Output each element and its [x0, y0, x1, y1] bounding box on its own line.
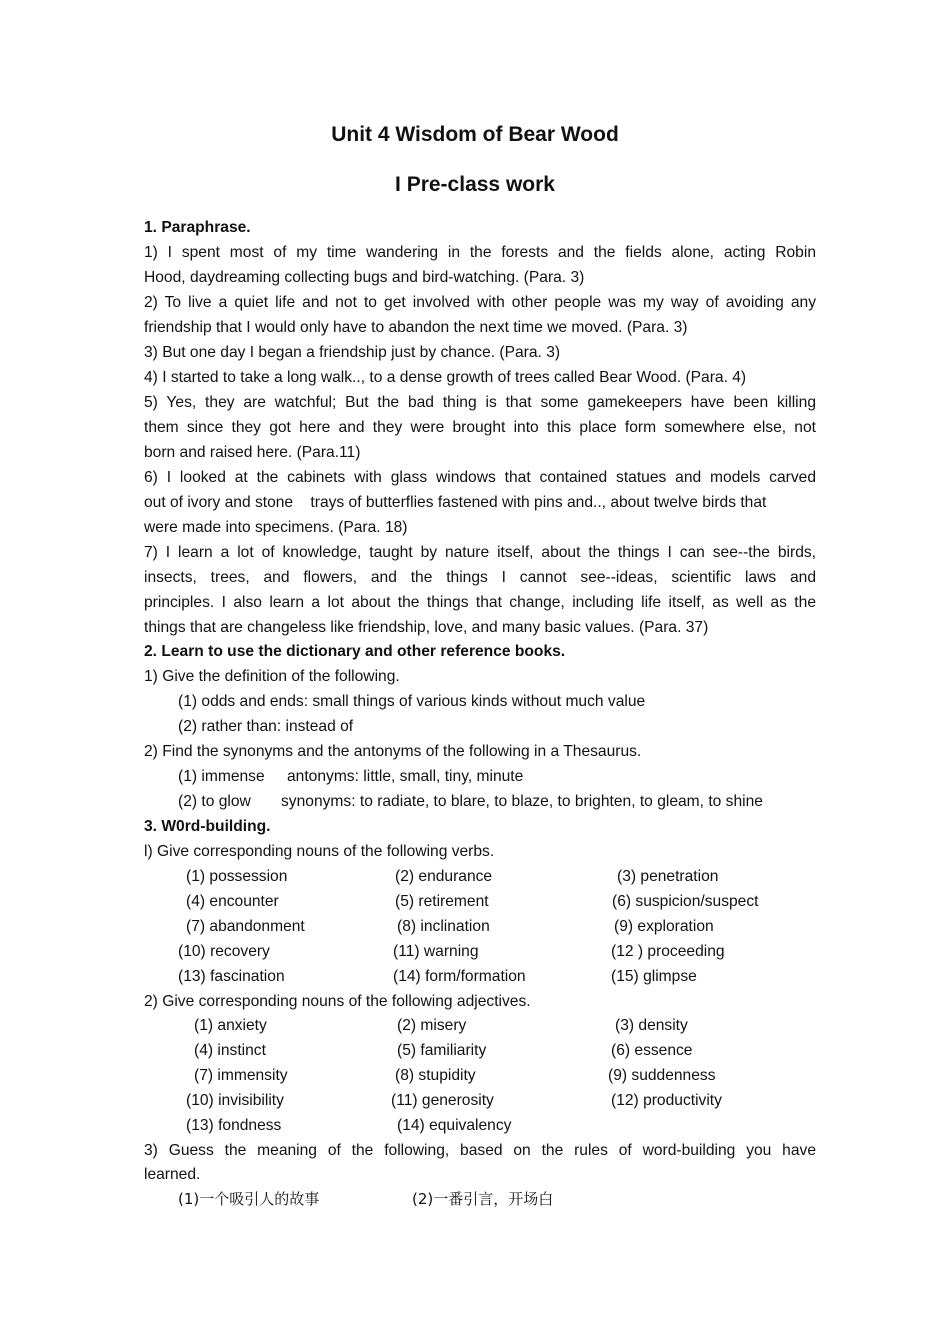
word-item: (2) misery	[397, 1017, 467, 1034]
word-item: (5) familiarity	[397, 1042, 487, 1059]
paraphrase-line: them since they got here and they were brought into this place form somewhere else, not	[144, 419, 816, 436]
word-item: (4) encounter	[186, 893, 279, 910]
paraphrase-line: insects, trees, and flowers, and the things I cannot see--ideas, scientific laws and	[144, 569, 816, 586]
word-item: (7) abandonment	[186, 918, 305, 935]
thesaurus-term: (1) immense	[178, 768, 265, 785]
paraphrase-line: 6) I looked at the cabinets with glass windows that contained statues and models carved	[144, 469, 816, 486]
word-item: (6) essence	[611, 1042, 693, 1059]
word-item: (1) anxiety	[194, 1017, 267, 1034]
paraphrase-line: Hood, daydreaming collecting bugs and bird-watching. (Para. 3)	[144, 269, 585, 286]
word-item: (8) stupidity	[395, 1067, 476, 1084]
paraphrase-line: things that are changeless like friendship, love, and many basic values. (Para. 37)	[144, 619, 709, 636]
question-line: learned.	[144, 1166, 201, 1183]
word-item: (10) recovery	[178, 943, 270, 960]
definition-item: (2) rather than: instead of	[178, 718, 354, 735]
word-item: (6) suspicion/suspect	[612, 893, 759, 910]
thesaurus-answer: synonyms: to radiate, to blare, to blaze, to brighten, to gleam, to shine	[281, 793, 763, 810]
question-line: 2) Give corresponding nouns of the following adjectives.	[144, 993, 531, 1010]
thesaurus-answer: antonyms: little, small, tiny, minute	[287, 768, 524, 785]
word-item: (3) penetration	[617, 868, 719, 885]
word-item: (12) productivity	[611, 1092, 722, 1109]
word-item: (11) warning	[393, 943, 479, 960]
paraphrase-line: out of ivory and stone trays of butterflies fastened with pins and.., about twelve birds that	[144, 494, 767, 511]
word-item: (7) immensity	[194, 1067, 288, 1084]
definition-item: (1) odds and ends: small things of various kinds without much value	[178, 693, 646, 710]
paraphrase-line: 5) Yes, they are watchful; But the bad thing is that some gamekeepers have been killing	[144, 394, 816, 411]
section-title: I Pre-class work	[395, 173, 555, 196]
word-item: (10) invisibility	[186, 1092, 284, 1109]
word-item: (3) density	[615, 1017, 688, 1034]
paraphrase-line: 2) To live a quiet life and not to get involved with other people was my way of avoiding any	[144, 294, 816, 311]
paraphrase-line: born and raised here. (Para.11)	[144, 444, 361, 461]
paraphrase-line: principles. I also learn a lot about the things that change, including life itself, as well as the	[144, 594, 816, 611]
word-item: (15) glimpse	[611, 968, 697, 985]
meaning-item: (2)一番引言，开场白	[412, 1190, 554, 1208]
paraphrase-line: 3) But one day I began a friendship just by chance. (Para. 3)	[144, 344, 561, 361]
word-item: (14) form/formation	[393, 968, 526, 985]
section-3-heading: 3. W0rd-building.	[144, 818, 271, 835]
question-line: 3) Guess the meaning of the following, based on the rules of word-building you have	[144, 1142, 816, 1159]
word-item: (11) generosity	[391, 1092, 494, 1109]
thesaurus-term: (2) to glow	[178, 793, 251, 810]
section-2-heading: 2. Learn to use the dictionary and other reference books.	[144, 643, 566, 660]
word-item: (13) fascination	[178, 968, 285, 985]
question-line: l) Give corresponding nouns of the following verbs.	[144, 843, 495, 860]
paraphrase-line: 4) I started to take a long walk.., to a dense growth of trees called Bear Wood. (Para. 4)	[144, 369, 747, 386]
question-line: 2) Find the synonyms and the antonyms of the following in a Thesaurus.	[144, 743, 642, 760]
word-item: (1) possession	[186, 868, 288, 885]
word-item: (9) exploration	[614, 918, 714, 935]
word-item: (14) equivalency	[397, 1117, 512, 1134]
word-item: (4) instinct	[194, 1042, 266, 1059]
word-item: (9) suddenness	[608, 1067, 716, 1084]
document-title: Unit 4 Wisdom of Bear Wood	[331, 123, 619, 146]
word-item: (5) retirement	[395, 893, 489, 910]
paraphrase-line: 7) I learn a lot of knowledge, taught by nature itself, about the things I can see--the birds,	[144, 544, 816, 561]
meaning-item: (1)一个吸引人的故事	[178, 1190, 320, 1208]
paraphrase-line: 1) I spent most of my time wandering in the forests and the fields alone, acting Robin	[144, 244, 816, 261]
word-item: (13) fondness	[186, 1117, 282, 1134]
section-1-heading: 1. Paraphrase.	[144, 219, 251, 236]
paraphrase-line: were made into specimens. (Para. 18)	[144, 519, 408, 536]
word-item: (12 ) proceeding	[611, 943, 725, 960]
paraphrase-line: friendship that I would only have to abandon the next time we moved. (Para. 3)	[144, 319, 688, 336]
question-line: 1) Give the definition of the following.	[144, 668, 400, 685]
word-item: (2) endurance	[395, 868, 493, 885]
word-item: (8) inclination	[397, 918, 490, 935]
